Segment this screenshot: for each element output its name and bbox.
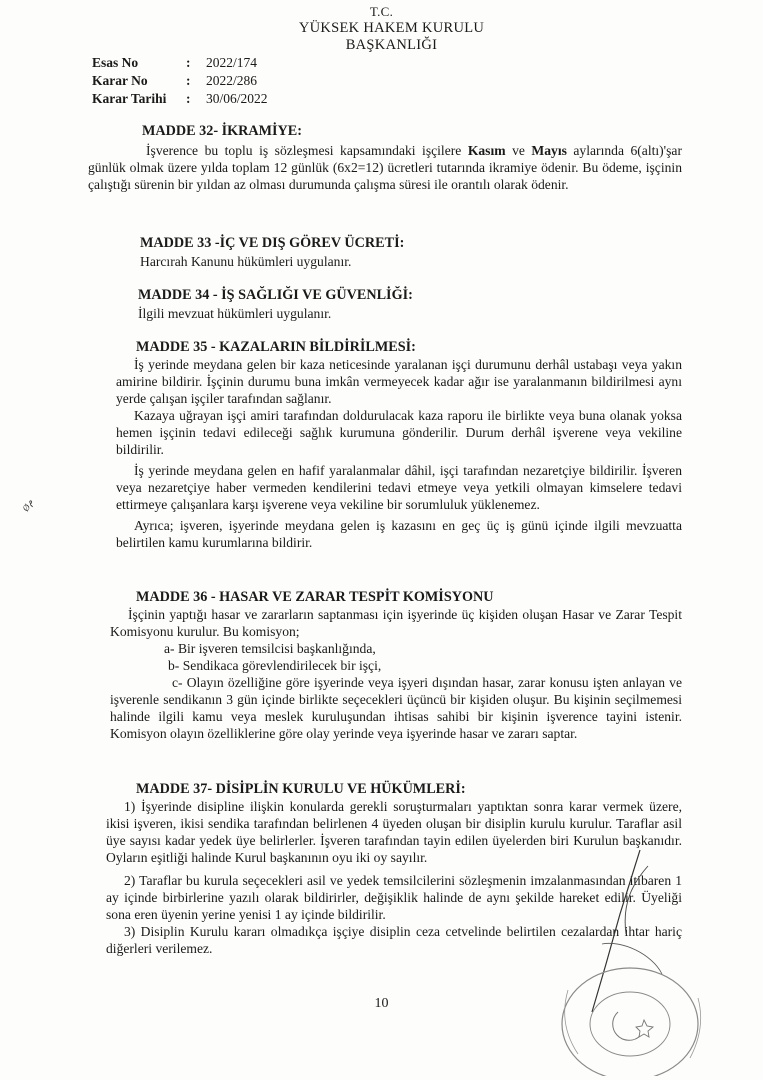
meta-colon: : [186,91,191,106]
article-37-p1: 1) İşyerinde disipline ilişkin konularda gerekli soruşturmaları yaptıktan sonra karar vermek üzere, ikisi işveren, ikisi sendika tarafından belirlenen 4 üyeden oluşan bir disiplin kurulu kurulur. Taraflar asil üye sayısı kadar yedek üye belirlerler. İşveren tarafından tayin edilen üyelerden biri Kurulun başkanıdır. Oyların eşitliği halinde Kurul başkanının oyu iki oy sayılır. [106,799,682,865]
meta-value: 2022/174 [206,55,258,70]
text-span: aylarında 6(altı)'şar günlük olmak üzere yılda toplam 12 günlük (6x2=12) ücretleri tutarında ikramiye ödenir. Bu ödeme, işçinin çalıştığı sürenin bir yıldan az olması durumunda çalışma süresi ile orantılı olarak ödenir. [88,143,682,192]
official-seal-icon [548,950,718,1076]
article-32-title: MADDE 32- İKRAMİYE: [142,123,302,139]
article-32-p1 [88,142,682,193]
header-institution: YÜKSEK HAKEM KURULU [298,20,485,36]
meta-colon: : [186,55,191,70]
article-36-p1: İşçinin yaptığı hasar ve zararların saptanması için işyerinde üç kişiden oluşan Hasar ve Zarar Tespit Komisyonu kurulur. Bu komisyon; [110,607,682,639]
meta-row-karar [92,72,268,90]
meta-row-esas [92,54,268,72]
article-36 [110,588,682,742]
header-tc: T.C. [369,4,394,19]
article-36-title: MADDE 36 - HASAR VE ZARAR TESPİT KOMİSYONU [136,589,494,605]
meta-value: 2022/286 [206,73,258,88]
article-32 [88,122,682,193]
meta-row-tarih [92,90,268,108]
meta-colon: : [186,73,191,88]
case-meta [92,54,268,108]
text-span: İşverence bu toplu iş sözleşmesi kapsamındaki işçilere [146,143,468,158]
text-bold: Mayıs [531,143,567,158]
text-bold: Kasım [467,143,506,158]
meta-value: 30/06/2022 [206,91,268,106]
meta-key: Karar No [92,73,148,88]
article-35 [116,338,682,551]
article-33-p1: Harcırah Kanunu hükümleri uygulanır. [140,254,352,269]
article-34 [138,286,678,322]
text-span: c- Olayın özelliğine göre işyerinde veya işyeri dışından hasar, zarar konusu işten anlayan ve işverenle sendikanın 3 gün içinde birlikte seçecekleri üçüncü bir kişiden oluşur. Bu kişinin seçilmemesi halinde ilgili kamu veya meslek kuruluşundan ihtisas sahibi bir kişinin işverence tayini istenir. Komisyon olayın özelliklerine göre olay yerinde veya işyerinde hasar ve zararı saptar. [110,675,682,741]
article-36-item-c [110,674,682,742]
article-37-p2: 2) Taraflar bu kurula seçecekleri asil ve yedek temsilcilerini sözleşmenin imzalanmasından itibaren 1 ay içinde birbirlerine yazılı olarak bildirirler, değişiklik halinde de aynı şekilde hareket edilir. Üyeliği sona eren üyenin yerine yenisi 1 ay içinde bildirilir. [106,873,682,922]
meta-key: Karar Tarihi [92,91,167,106]
header-presidency: BAŞKANLIĞI [345,37,438,53]
meta-key: Esas No [92,55,139,70]
article-35-p2: Kazaya uğrayan işçi amiri tarafından doldurulacak kaza raporu ile birlikte veya buna olanak yoksa hemen işçinin tedavi edileceği sağlık kurumuna gönderilir. Durum derhâl işverene veya vekiline bildirilir. [116,408,682,457]
article-36-item-a: a- Bir işveren temsilcisi başkanlığında, [164,641,376,656]
article-37-title: MADDE 37- DİSİPLİN KURULU VE HÜKÜMLERİ: [136,781,466,797]
article-35-p1: İş yerinde meydana gelen bir kaza neticesinde yaralanan işçi durumunu derhâl ustabaşı veya yakın amirine bildirir. İşçinin durumu buna imkân vermeyecek kadar ağır ise yaralanmanın bildirilmesi aynı yerde çalışan işçiler tarafından sağlanır. [116,357,682,406]
article-34-title: MADDE 34 - İŞ SAĞLIĞI VE GÜVENLİĞİ: [138,287,413,303]
page-number: 10 [374,996,389,1011]
article-34-p1: İlgili mevzuat hükümleri uygulanır. [138,306,332,321]
article-33 [140,234,680,270]
article-35-p3: İş yerinde meydana gelen en hafif yaralanmalar dâhil, işçi tarafından nezaretçiye bildirilir. İşveren veya nezaretçiye haber vermeden kendilerini tedavi etmeye veya yetkili olmayan kimselere tedavi ettirmeye çalışanlara karşı işverene veya vekiline bir sorumluluk yüklenemez. [116,463,682,512]
article-35-p4: Ayrıca; işveren, işyerinde meydana gelen iş kazasını en geç üç iş günü içinde ilgili mevzuatta belirtilen kamu kurumlarına bildirir. [116,518,682,550]
article-37-p3: 3) Disiplin Kurulu kararı olmadıkça işçiye disiplin ceza cetvelinde belirtilen cezalardan ihtar hariç diğerleri verilemez. [106,924,682,956]
article-35-title: MADDE 35 - KAZALARIN BİLDİRİLMESİ: [136,339,416,355]
article-36-item-b: b- Sendikaca görevlendirilecek bir işçi, [168,658,382,673]
margin-initial: Øم [20,497,35,513]
article-33-title: MADDE 33 -İÇ VE DIŞ GÖREV ÜCRETİ: [140,235,405,251]
text-span: ve [505,143,532,158]
